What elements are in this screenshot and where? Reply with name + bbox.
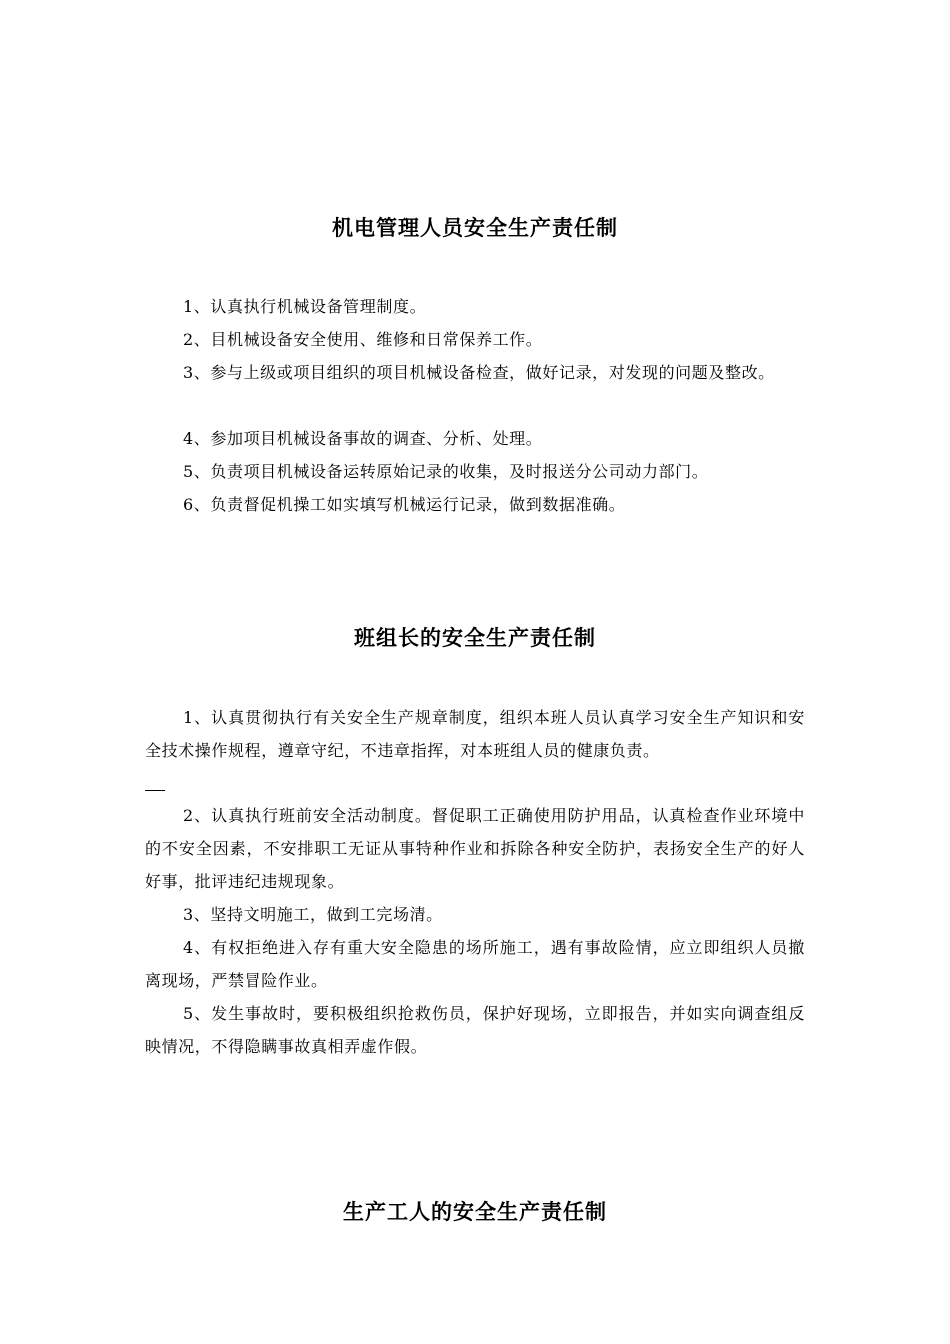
section1-item-1: 1、认真执行机械设备管理制度。 xyxy=(183,297,427,316)
section-title-production-worker: 生产工人的安全生产责任制 xyxy=(343,1199,607,1224)
separator-dash xyxy=(145,790,165,791)
section2-item-1: 1、认真贯彻执行有关安全生产规章制度，组织本班人员认真学习安全生产知识和安全技术操作规程，遵章守纪，不违章指挥，对本班组人员的健康负责。 xyxy=(145,708,805,760)
section1-item-6: 6、负责督促机操工如实填写机械运行记录，做到数据准确。 xyxy=(183,495,626,514)
section2-item-4: 4、有权拒绝进入存有重大安全隐患的场所施工，遇有事故险情，应立即组织人员撤离现场，严禁冒险作业。 xyxy=(145,938,805,990)
section-title-mech-manager: 机电管理人员安全生产责任制 xyxy=(332,215,618,240)
section1-item-4: 4、参加项目机械设备事故的调查、分析、处理。 xyxy=(183,429,543,448)
section2-item-5: 5、发生事故时，要积极组织抢救伤员，保护好现场，立即报告，并如实向调查组反映情况，不得隐瞒事故真相弄虚作假。 xyxy=(145,1004,805,1056)
section2-item-3: 3、坚持文明施工，做到工完场清。 xyxy=(183,905,443,924)
section2-item-2: 2、认真执行班前安全活动制度。督促职工正确使用防护用品，认真检查作业环境中的不安全因素，不安排职工无证从事特种作业和拆除各种安全防护，表扬安全生产的好人好事，批评违纪违规现象。 xyxy=(145,806,805,891)
section-title-team-leader: 班组长的安全生产责任制 xyxy=(354,625,596,650)
section1-item-2: 2、目机械设备安全使用、维修和日常保养工作。 xyxy=(183,330,543,349)
section1-item-5: 5、负责项目机械设备运转原始记录的收集，及时报送分公司动力部门。 xyxy=(183,462,709,481)
section1-item-3: 3、参与上级或项目组织的项目机械设备检查，做好记录，对发现的问题及整改。 xyxy=(183,363,775,382)
